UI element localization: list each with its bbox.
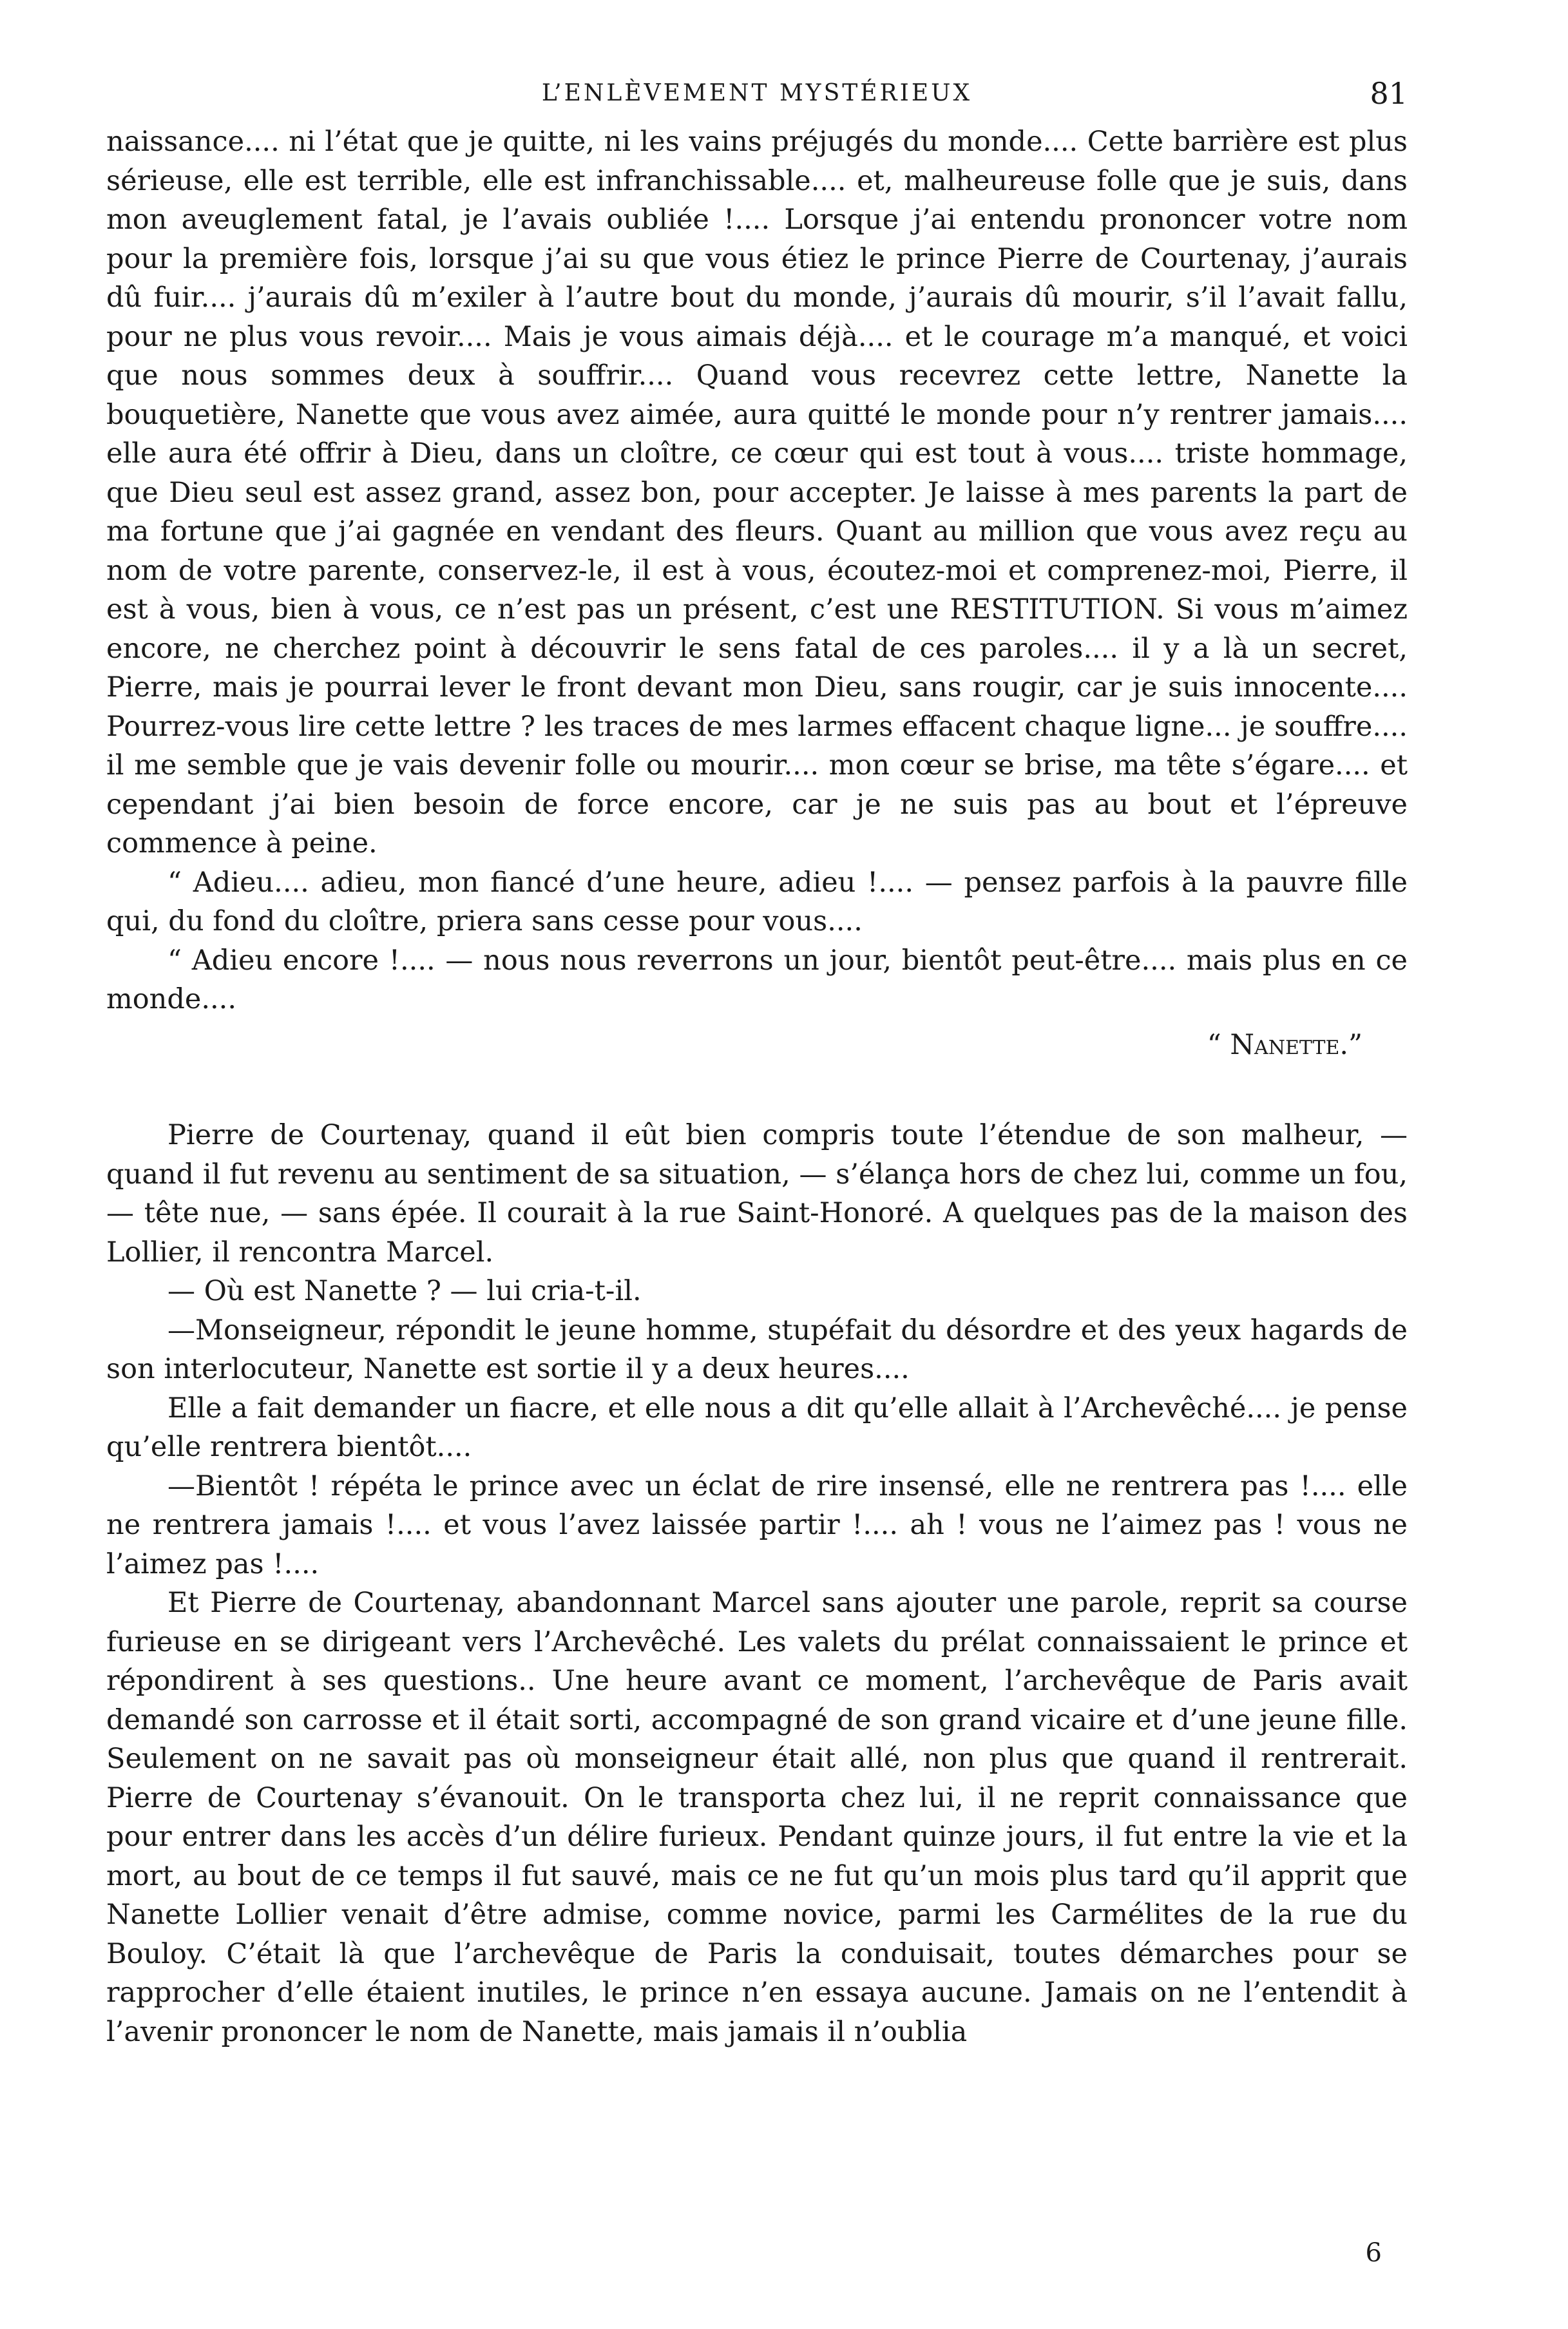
dialogue-line: —Monseigneur, répondit le jeune homme, stupéfait du désordre et des yeux hagards de son interlocuteur, Nanette est sortie il y a deux heures.... — [106, 1314, 1408, 1385]
letter-paragraph: “ Adieu.... adieu, mon fiancé d’une heure, adieu !.... — pensez parfois à la pauvre fille qui, du fond du cloître, priera sans cesse pour vous.... — [106, 866, 1408, 937]
page-number: 81 — [1370, 76, 1408, 111]
letter-signature: “ Nanette.” — [1207, 1028, 1362, 1061]
printer-signature-mark: 6 — [1365, 2238, 1382, 2268]
dialogue-line: — Où est Nanette ? — lui cria-t-il. — [167, 1275, 642, 1307]
running-head — [106, 64, 1408, 122]
narrative-paragraph: Pierre de Courtenay, quand il eût bien compris toute l’étendue de son malheur, — quand il fut revenu au sentiment de sa situation, — s’élança hors de chez lui, comme un fou, — tête nue, — sans épée. Il courait à la rue Saint-Honoré. A quelques pas de la maison des Lollier, il rencontra Marcel. — [106, 1119, 1408, 1269]
dialogue-line: —Bientôt ! répéta le prince avec un éclat de rire insensé, elle ne rentrera pas !.... elle ne rentrera jamais !.... et vous l’avez laissée partir !.... ah ! vous ne l’aimez pas ! vous ne l’aimez pas !.... — [106, 1470, 1408, 1580]
section-break — [106, 1064, 1408, 1116]
narrative-paragraph: Elle a fait demander un fiacre, et elle nous a dit qu’elle allait à l’Archevêché.... je pense qu’elle rentrera bientôt.... — [106, 1392, 1408, 1463]
book-page — [106, 64, 1408, 2287]
letter-paragraph: naissance.... ni l’état que je quitte, ni les vains préjugés du monde.... Cette barrière est plus sérieuse, elle est terrible, elle est infranchissable.... et, malheureuse folle que je suis, dans mon aveuglement fatal, je l’avais oubliée !.... Lorsque j’ai entendu prononcer votre nom pour la première fois, lorsque j’ai su que vous étiez le prince Pierre de Courtenay, j’aurais dû fuir.... j’aurais dû m’exiler à l’autre bout du monde, j’aurais dû mourir, s’il l’avait fallu, pour ne plus vous revoir.... Mais je vous aimais déjà.... et le courage m’a manqué, et voici que nous sommes deux à souffrir.... Quand vous recevrez cette lettre, Nanette la bouquetière, Nanette que vous avez aimée, aura quitté le monde pour n’y rentrer jamais.... elle aura été offrir à Dieu, dans un cloître, ce cœur qui est tout à vous.... triste hommage, que Dieu seul est assez grand, assez bon, pour accepter. Je laisse à mes parents la part de ma fortune que j’ai gagnée en vendant des fleurs. Quant au million que vous avez reçu au nom de votre parente, conservez-le, il est à vous, écoutez-moi et comprenez-moi, Pierre, il est à vous, bien à vous, ce n’est pas un présent, c’est une RESTITUTION. Si vous m’aimez encore, ne cherchez point à découvrir le sens fatal de ces paroles.... il y a là un secret, Pierre, mais je pourrai lever le front devant mon Dieu, sans rougir, car je suis innocente.... Pourrez-vous lire cette lettre ? les traces de mes larmes effacent chaque ligne... je souffre.... il me semble que je vais devenir folle ou mourir.... mon cœur se brise, ma tête s’égare.... et cependant j’ai bien besoin de force encore, car je ne suis pas au bout et l’épreuve commence à peine. — [106, 126, 1408, 859]
letter-paragraph: “ Adieu encore !.... — nous nous reverrons un jour, bientôt peut-être.... mais plus en ce monde.... — [106, 944, 1408, 1015]
body-text — [106, 122, 1408, 2051]
running-title: L’ENLÈVEMENT MYSTÉRIEUX — [541, 80, 973, 106]
narrative-paragraph: Et Pierre de Courtenay, abandonnant Marcel sans ajouter une parole, reprit sa course furieuse en se dirigeant vers l’Archevêché. Les valets du prélat connaissaient le prince et répondirent à ses questions.. Une heure avant ce moment, l’archevêque de Paris avait demandé son carrosse et il était sorti, accompagné de son grand vicaire et d’une jeune fille. Seulement on ne savait pas où monseigneur était allé, non plus que quand il rentrerait. Pierre de Courtenay s’évanouit. On le transporta chez lui, il ne reprit connaissance que pour entrer dans les accès d’un délire furieux. Pendant quinze jours, il fut entre la vie et la mort, au bout de ce temps il fut sauvé, mais ce ne fut qu’un mois plus tard qu’il apprit que Nanette Lollier venait d’être admise, comme novice, parmi les Carmélites de la rue du Bouloy. C’était là que l’archevêque de Paris la conduisait, toutes démarches pour se rapprocher d’elle étaient inutiles, le prince n’en essaya aucune. Jamais on ne l’entendit à l’avenir prononcer le nom de Nanette, mais jamais il n’oublia — [106, 1587, 1408, 2048]
